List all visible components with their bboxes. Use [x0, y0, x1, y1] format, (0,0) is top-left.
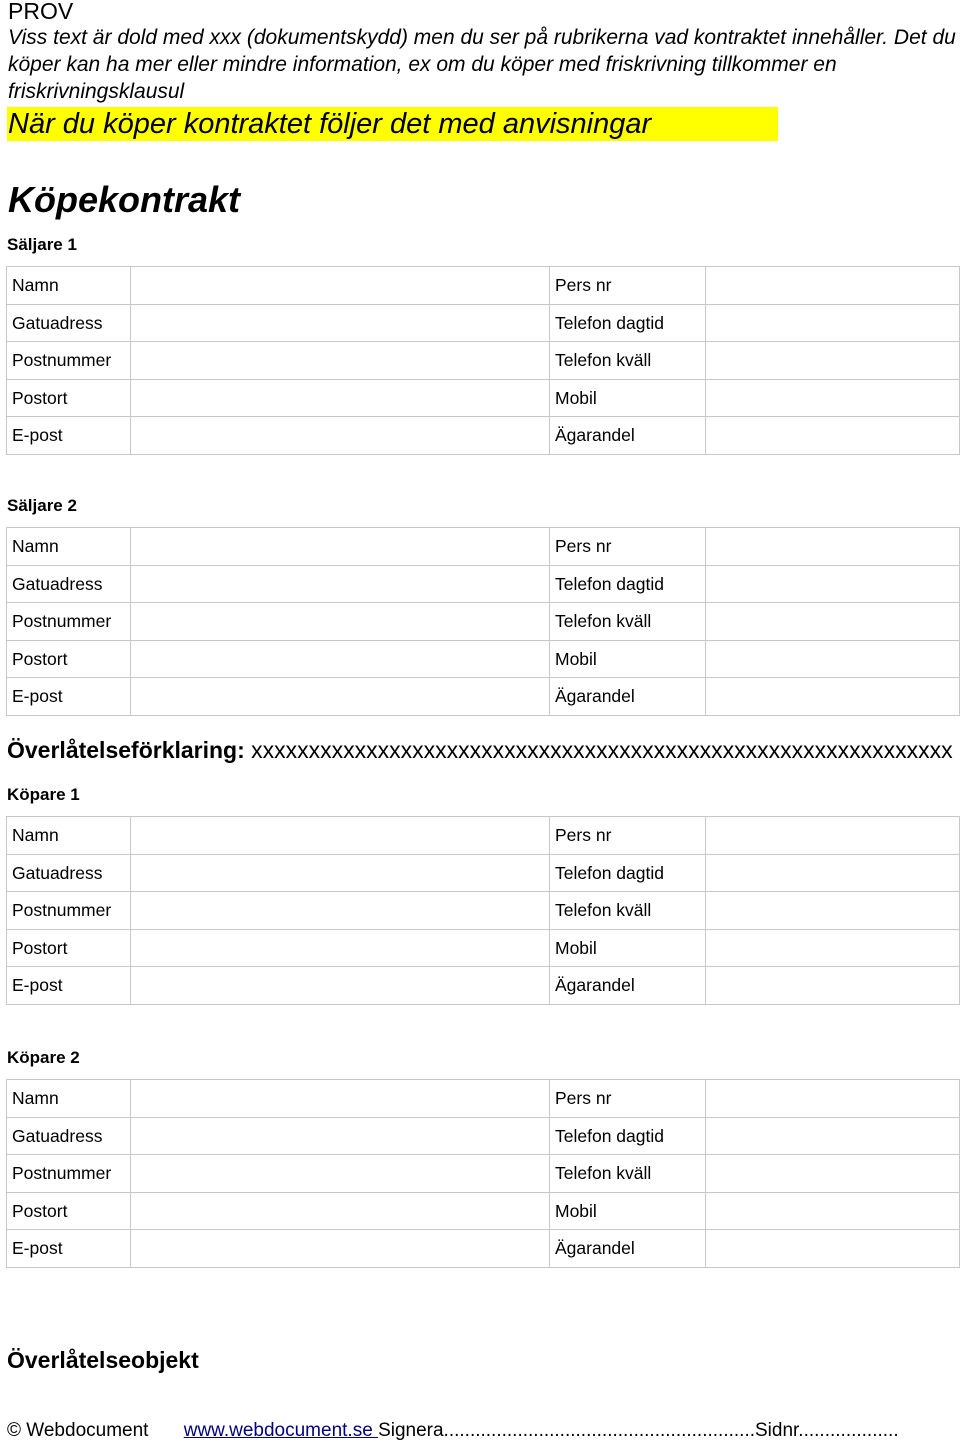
field-label-postcode: Postnummer: [7, 892, 131, 930]
field-value-postcode[interactable]: [131, 342, 550, 380]
table-row: [7, 817, 960, 855]
field-label-name: Namn: [7, 817, 131, 855]
field-value-mobile[interactable]: [706, 1192, 960, 1230]
table-row: [7, 1117, 960, 1155]
field-label-phone-evening: Telefon kväll: [550, 892, 706, 930]
table-row: [7, 640, 960, 678]
field-value-ownership-share[interactable]: [706, 1230, 960, 1268]
field-label-phone-day: Telefon dagtid: [550, 854, 706, 892]
field-value-street[interactable]: [131, 854, 550, 892]
field-value-phone-evening[interactable]: [706, 1155, 960, 1193]
field-label-phone-day: Telefon dagtid: [550, 565, 706, 603]
field-value-email[interactable]: [131, 967, 550, 1005]
field-label-ownership-share: Ägarandel: [550, 678, 706, 716]
party-table-seller-1: [6, 266, 960, 455]
field-label-ownership-share: Ägarandel: [550, 1230, 706, 1268]
page-footer: [7, 1419, 957, 1443]
table-row: [7, 1192, 960, 1230]
field-value-postcode[interactable]: [131, 603, 550, 641]
field-value-name[interactable]: [131, 267, 550, 305]
field-label-ownership-share: Ägarandel: [550, 967, 706, 1005]
field-value-city[interactable]: [131, 379, 550, 417]
field-label-street: Gatuadress: [7, 854, 131, 892]
field-value-mobile[interactable]: [706, 640, 960, 678]
instructions-highlight: När du köper kontraktet följer det med anvisningar: [7, 107, 778, 141]
field-value-pers-nr[interactable]: [706, 528, 960, 566]
field-value-street[interactable]: [131, 304, 550, 342]
field-value-email[interactable]: [131, 417, 550, 455]
field-value-pers-nr[interactable]: [706, 1080, 960, 1118]
field-value-street[interactable]: [131, 1117, 550, 1155]
transfer-declaration: [7, 735, 960, 765]
table-row: [7, 1155, 960, 1193]
field-label-pers-nr: Pers nr: [550, 528, 706, 566]
field-label-city: Postort: [7, 640, 131, 678]
field-value-phone-day[interactable]: [706, 565, 960, 603]
field-label-email: E-post: [7, 678, 131, 716]
transfer-declaration-label: Överlåtelseförklaring:: [7, 737, 245, 763]
field-value-pers-nr[interactable]: [706, 817, 960, 855]
section-label-buyer-2: Köpare 2: [7, 1048, 80, 1067]
field-value-postcode[interactable]: [131, 1155, 550, 1193]
table-row: [7, 342, 960, 380]
table-row: [7, 929, 960, 967]
field-label-city: Postort: [7, 1192, 131, 1230]
field-value-phone-evening[interactable]: [706, 892, 960, 930]
field-label-name: Namn: [7, 528, 131, 566]
table-row: [7, 565, 960, 603]
party-table-buyer-1: [6, 816, 960, 1005]
field-value-name[interactable]: [131, 528, 550, 566]
field-label-name: Namn: [7, 1080, 131, 1118]
section-label-seller-1: Säljare 1: [7, 235, 77, 254]
field-label-postcode: Postnummer: [7, 1155, 131, 1193]
field-label-email: E-post: [7, 1230, 131, 1268]
table-row: [7, 892, 960, 930]
table-row: [7, 967, 960, 1005]
field-value-postcode[interactable]: [131, 892, 550, 930]
field-label-email: E-post: [7, 417, 131, 455]
field-value-city[interactable]: [131, 640, 550, 678]
section-label-seller-2: Säljare 2: [7, 496, 77, 515]
field-value-phone-evening[interactable]: [706, 342, 960, 380]
field-label-mobile: Mobil: [550, 1192, 706, 1230]
field-value-ownership-share[interactable]: [706, 678, 960, 716]
field-value-ownership-share[interactable]: [706, 967, 960, 1005]
field-label-street: Gatuadress: [7, 565, 131, 603]
field-label-mobile: Mobil: [550, 379, 706, 417]
table-row: [7, 678, 960, 716]
field-label-ownership-share: Ägarandel: [550, 417, 706, 455]
field-value-city[interactable]: [131, 1192, 550, 1230]
field-label-mobile: Mobil: [550, 640, 706, 678]
table-row: [7, 304, 960, 342]
field-label-phone-evening: Telefon kväll: [550, 603, 706, 641]
party-table-seller-2: [6, 527, 960, 716]
field-value-name[interactable]: [131, 1080, 550, 1118]
table-row: [7, 603, 960, 641]
field-value-street[interactable]: [131, 565, 550, 603]
table-row: [7, 417, 960, 455]
website-link[interactable]: www.webdocument.se: [183, 1420, 379, 1441]
field-value-phone-day[interactable]: [706, 854, 960, 892]
table-row: [7, 379, 960, 417]
field-label-pers-nr: Pers nr: [550, 817, 706, 855]
field-value-pers-nr[interactable]: [706, 267, 960, 305]
table-row: [7, 528, 960, 566]
field-value-mobile[interactable]: [706, 929, 960, 967]
transfer-object-heading: Överlåtelseobjekt: [7, 1347, 199, 1373]
field-label-street: Gatuadress: [7, 304, 131, 342]
field-label-postcode: Postnummer: [7, 603, 131, 641]
field-label-phone-day: Telefon dagtid: [550, 1117, 706, 1155]
section-label-buyer-1: Köpare 1: [7, 785, 80, 804]
field-value-phone-evening[interactable]: [706, 603, 960, 641]
hidden-text-notice: Viss text är dold med xxx (dokumentskydd) men du ser på rubrikerna vad kontraktet innehåller. Det du köper kan ha mer eller mindre information, ex om du köper med friskrivning tillkommer en friskrivningsklausul: [8, 26, 956, 103]
field-label-phone-evening: Telefon kväll: [550, 1155, 706, 1193]
table-row: [7, 1080, 960, 1118]
field-value-phone-day[interactable]: [706, 1117, 960, 1155]
field-value-ownership-share[interactable]: [706, 417, 960, 455]
field-value-email[interactable]: [131, 678, 550, 716]
table-row: [7, 854, 960, 892]
signature-page-line: Signera...........................................................Sidnr...................: [378, 1420, 899, 1441]
field-label-email: E-post: [7, 967, 131, 1005]
copyright-text: © Webdocument: [7, 1420, 149, 1441]
field-label-pers-nr: Pers nr: [550, 1080, 706, 1118]
field-value-phone-day[interactable]: [706, 304, 960, 342]
field-value-city[interactable]: [131, 929, 550, 967]
field-value-mobile[interactable]: [706, 379, 960, 417]
field-label-phone-evening: Telefon kväll: [550, 342, 706, 380]
table-row: [7, 267, 960, 305]
field-label-phone-day: Telefon dagtid: [550, 304, 706, 342]
transfer-declaration-hidden-text: xxxxxxxxxxxxxxxxxxxxxxxxxxxxxxxxxxxxxxxxxxxxxxxxxxxxxxxxxxxxx: [251, 737, 953, 763]
document-title: Köpekontrakt: [8, 179, 241, 220]
field-label-pers-nr: Pers nr: [550, 267, 706, 305]
field-label-name: Namn: [7, 267, 131, 305]
party-table-buyer-2: [6, 1079, 960, 1268]
draft-label: PROV: [8, 0, 74, 24]
field-label-postcode: Postnummer: [7, 342, 131, 380]
field-label-city: Postort: [7, 929, 131, 967]
field-value-email[interactable]: [131, 1230, 550, 1268]
table-row: [7, 1230, 960, 1268]
field-label-city: Postort: [7, 379, 131, 417]
field-value-name[interactable]: [131, 817, 550, 855]
field-label-street: Gatuadress: [7, 1117, 131, 1155]
field-label-mobile: Mobil: [550, 929, 706, 967]
